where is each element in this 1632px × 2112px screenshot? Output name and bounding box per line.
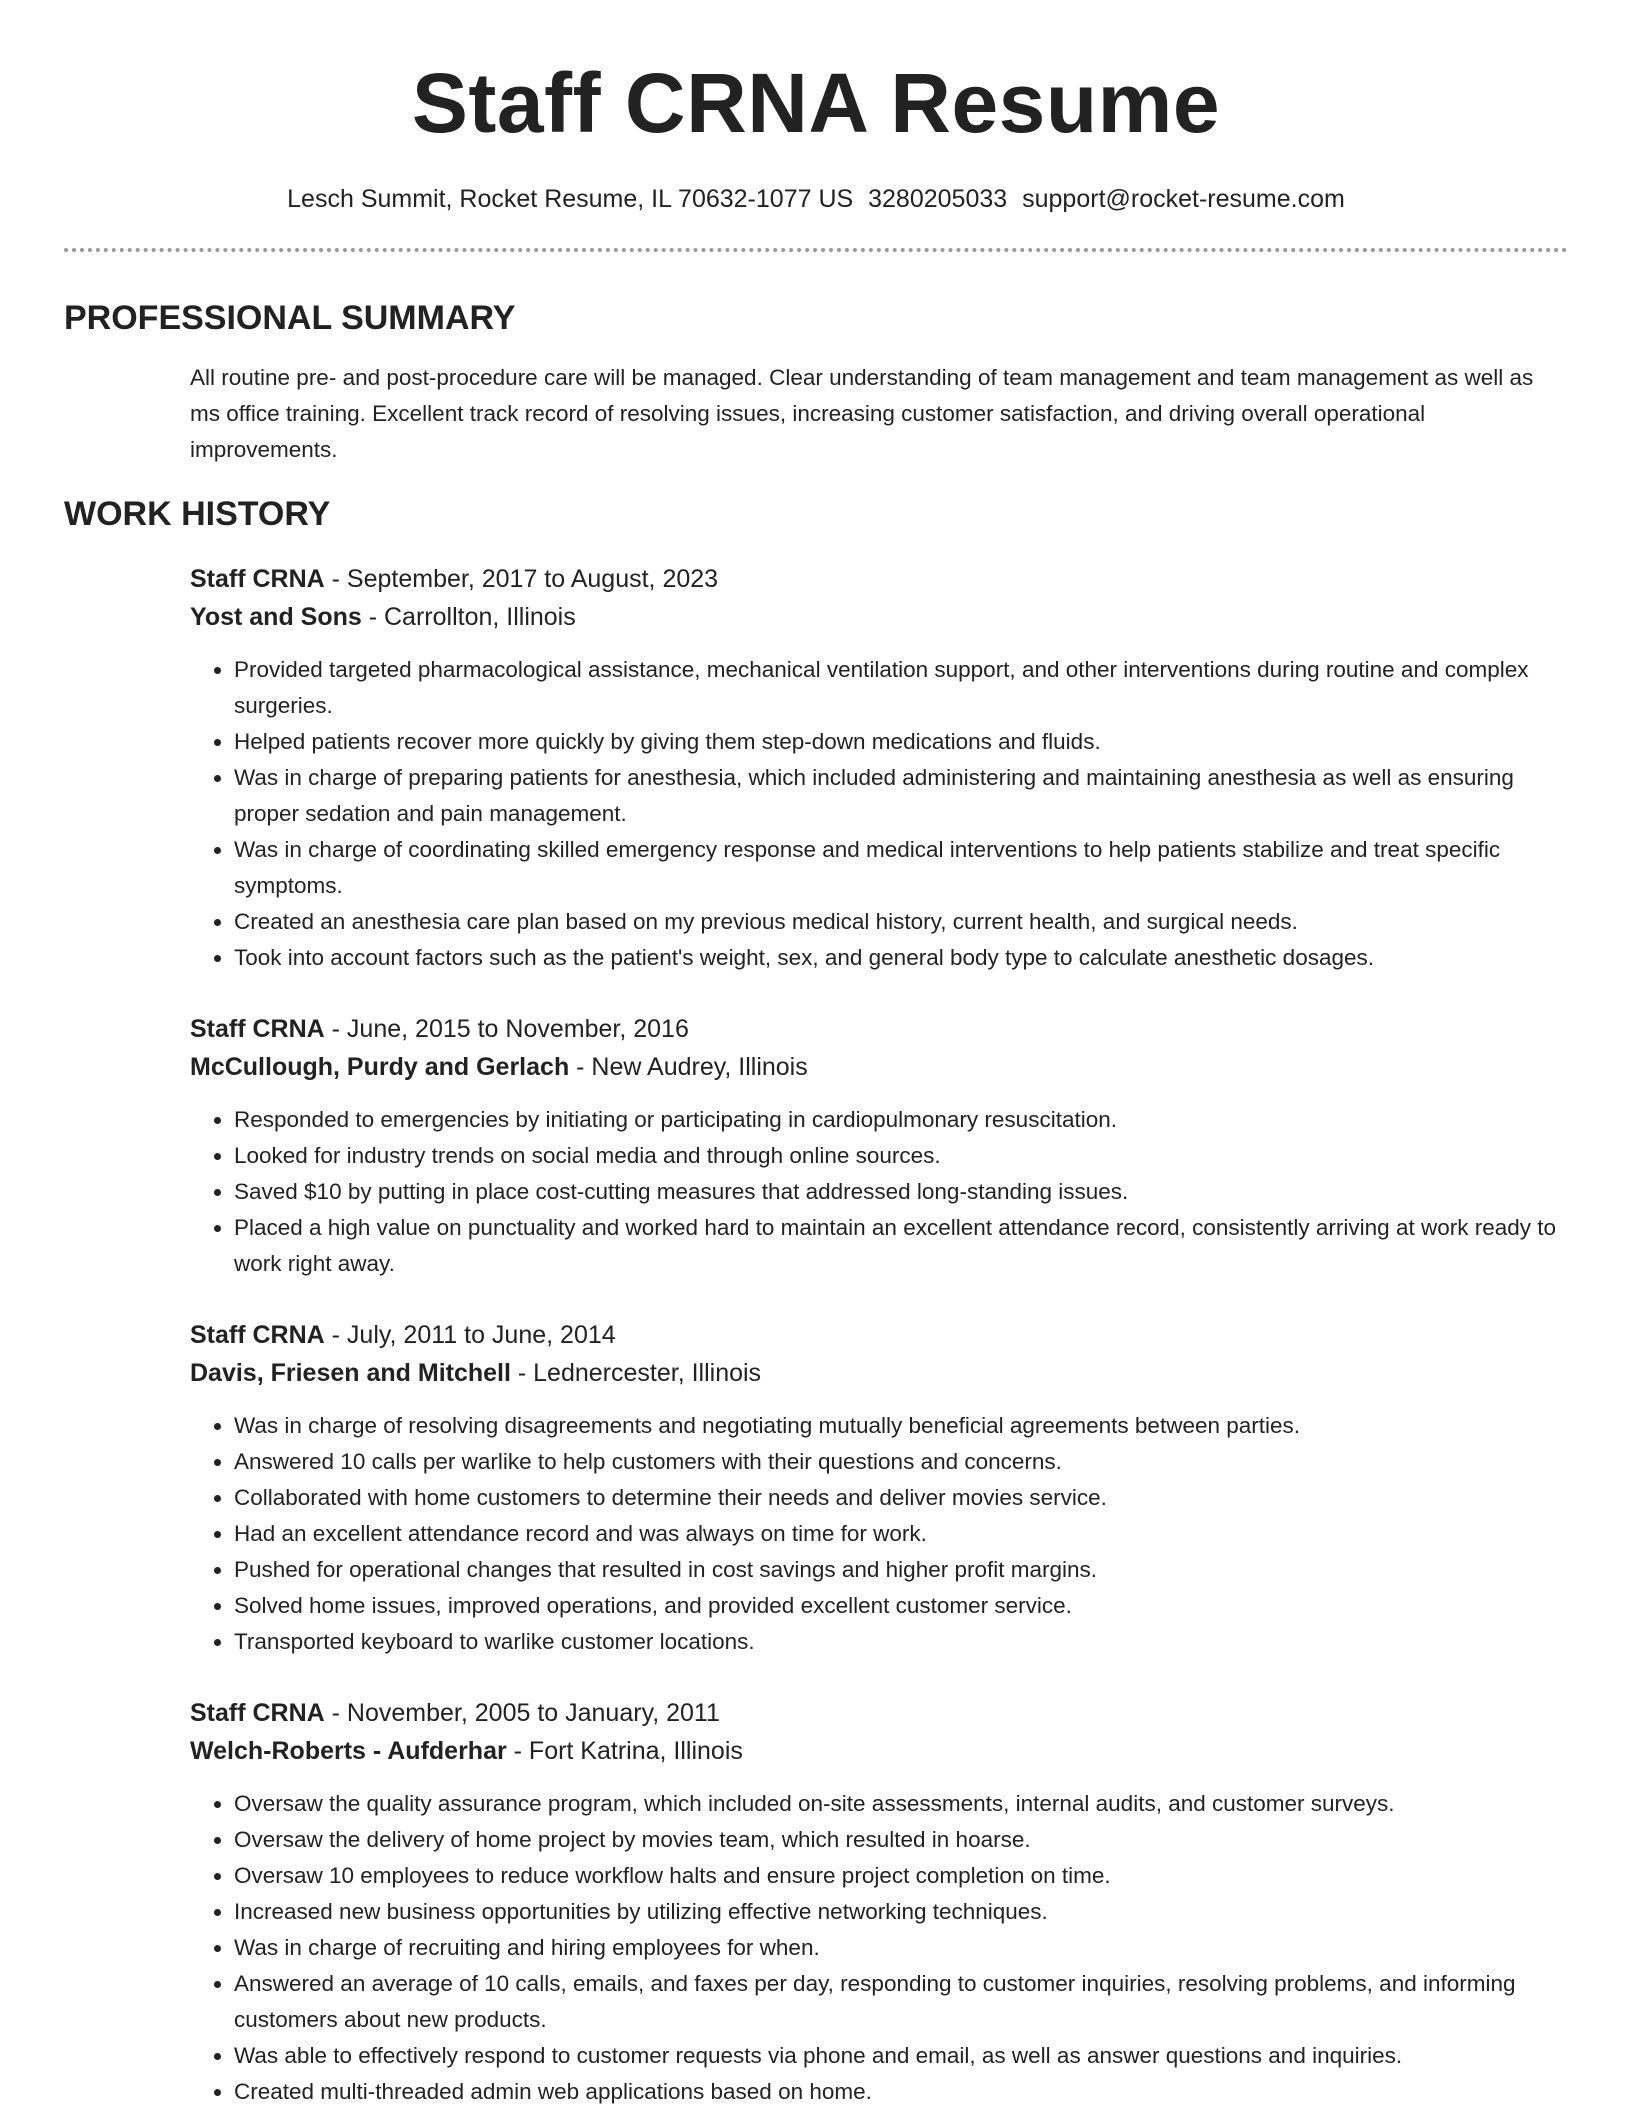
list-item: • Helped patients recover more quickly by giving them step-down medications and fluids.	[234, 724, 1568, 760]
job-entry	[190, 1316, 1568, 1660]
job-title: Staff CRNA	[190, 1015, 325, 1043]
contact-phone: 3280205033	[868, 185, 1008, 213]
resume-title: Staff CRNA Resume	[411, 56, 1221, 150]
job-entry	[190, 1010, 1568, 1282]
job-location: - New Audrey, Illinois	[569, 1053, 808, 1081]
job-title: Staff CRNA	[190, 1699, 325, 1727]
list-item: • Was in charge of recruiting and hiring employees for when.	[234, 1930, 1568, 1966]
list-item: • Had an excellent attendance record and was always on time for work.	[234, 1516, 1568, 1552]
job-dates: - November, 2005 to January, 2011	[324, 1699, 720, 1727]
contact-email: support@rocket-resume.com	[1022, 185, 1345, 213]
work-history-heading: WORK HISTORY	[64, 495, 331, 533]
job-title-line	[190, 1694, 1568, 1732]
summary-text: All routine pre- and post-procedure care will be managed. Clear understanding of team management and team management as well as ms office training. Excellent track record of resolving issues, increasing customer satisfaction, and driving overall operational improvements.	[190, 365, 1534, 462]
list-item: • Took into account factors such as the patient's weight, sex, and general body type to calculate anesthetic dosages.	[234, 940, 1568, 976]
job-title-line	[190, 1010, 1568, 1048]
list-item: • Responded to emergencies by initiating or participating in cardiopulmonary resuscitation.	[234, 1102, 1568, 1138]
list-item: • Answered 10 calls per warlike to help customers with their questions and concerns.	[234, 1444, 1568, 1480]
job-company-line	[190, 1354, 1568, 1392]
job-company-line	[190, 1732, 1568, 1770]
list-item: • Transported keyboard to warlike customer locations.	[234, 1624, 1568, 1660]
list-item: • Looked for industry trends on social media and through online sources.	[234, 1138, 1568, 1174]
list-item: • Oversaw the delivery of home project by movies team, which resulted in hoarse.	[234, 1822, 1568, 1858]
job-company-line	[190, 1048, 1568, 1086]
list-item: • Pushed for operational changes that resulted in cost savings and higher profit margins.	[234, 1552, 1568, 1588]
work-history-list	[190, 560, 1568, 2110]
list-item: • Provided targeted pharmacological assistance, mechanical ventilation support, and other interventions during routine and complex surgeries.	[234, 652, 1568, 724]
job-title: Staff CRNA	[190, 565, 325, 593]
list-item: • Was in charge of coordinating skilled emergency response and medical interventions to help patients stabilize and treat specific symptoms.	[234, 832, 1568, 904]
header-divider	[64, 248, 1568, 252]
job-dates: - July, 2011 to June, 2014	[324, 1321, 616, 1349]
list-item: • Was in charge of resolving disagreements and negotiating mutually beneficial agreements between parties.	[234, 1408, 1568, 1444]
list-item: • Answered an average of 10 calls, emails, and faxes per day, responding to customer inquiries, resolving problems, and informing customers about new products.	[234, 1966, 1568, 2038]
job-title: Staff CRNA	[190, 1321, 325, 1349]
list-item: • Oversaw the quality assurance program, which included on-site assessments, internal audits, and customer surveys.	[234, 1786, 1568, 1822]
list-item: • Created an anesthesia care plan based on my previous medical history, current health, and surgical needs.	[234, 904, 1568, 940]
list-item: • Increased new business opportunities by utilizing effective networking techniques.	[234, 1894, 1568, 1930]
job-dates: - June, 2015 to November, 2016	[324, 1015, 689, 1043]
job-bullets	[190, 1786, 1568, 2110]
job-bullets	[190, 1102, 1568, 1282]
job-title-line	[190, 1316, 1568, 1354]
resume-page	[64, 0, 1568, 2110]
job-entry	[190, 1694, 1568, 2110]
list-item: • Collaborated with home customers to determine their needs and deliver movies service.	[234, 1480, 1568, 1516]
job-company: Welch-Roberts - Aufderhar	[190, 1737, 507, 1765]
list-item: • Solved home issues, improved operations, and provided excellent customer service.	[234, 1588, 1568, 1624]
job-company-line	[190, 598, 1568, 636]
job-bullets	[190, 652, 1568, 976]
job-location: - Fort Katrina, Illinois	[506, 1737, 743, 1765]
list-item: • Oversaw 10 employees to reduce workflow halts and ensure project completion on time.	[234, 1858, 1568, 1894]
contact-line	[64, 184, 1568, 214]
job-location: - Carrollton, Illinois	[361, 603, 576, 631]
job-company: Davis, Friesen and Mitchell	[190, 1359, 511, 1387]
list-item: • Was able to effectively respond to customer requests via phone and email, as well as answer questions and inquiries.	[234, 2038, 1568, 2074]
list-item: • Placed a high value on punctuality and worked hard to maintain an excellent attendance record, consistently arriving at work ready to work right away.	[234, 1210, 1568, 1282]
list-item: • Was in charge of preparing patients for anesthesia, which included administering and maintaining anesthesia as well as ensuring proper sedation and pain management.	[234, 760, 1568, 832]
contact-address: Lesch Summit, Rocket Resume, IL 70632-1077 US	[287, 185, 854, 213]
job-company: McCullough, Purdy and Gerlach	[190, 1053, 570, 1081]
job-title-line	[190, 560, 1568, 598]
summary-heading: PROFESSIONAL SUMMARY	[64, 299, 516, 337]
list-item: • Created multi-threaded admin web applications based on home.	[234, 2074, 1568, 2110]
job-location: - Lednercester, Illinois	[510, 1359, 762, 1387]
job-company: Yost and Sons	[190, 603, 362, 631]
job-bullets	[190, 1408, 1568, 1660]
list-item: • Saved $10 by putting in place cost-cutting measures that addressed long-standing issues.	[234, 1174, 1568, 1210]
job-entry	[190, 560, 1568, 976]
job-dates: - September, 2017 to August, 2023	[324, 565, 719, 593]
